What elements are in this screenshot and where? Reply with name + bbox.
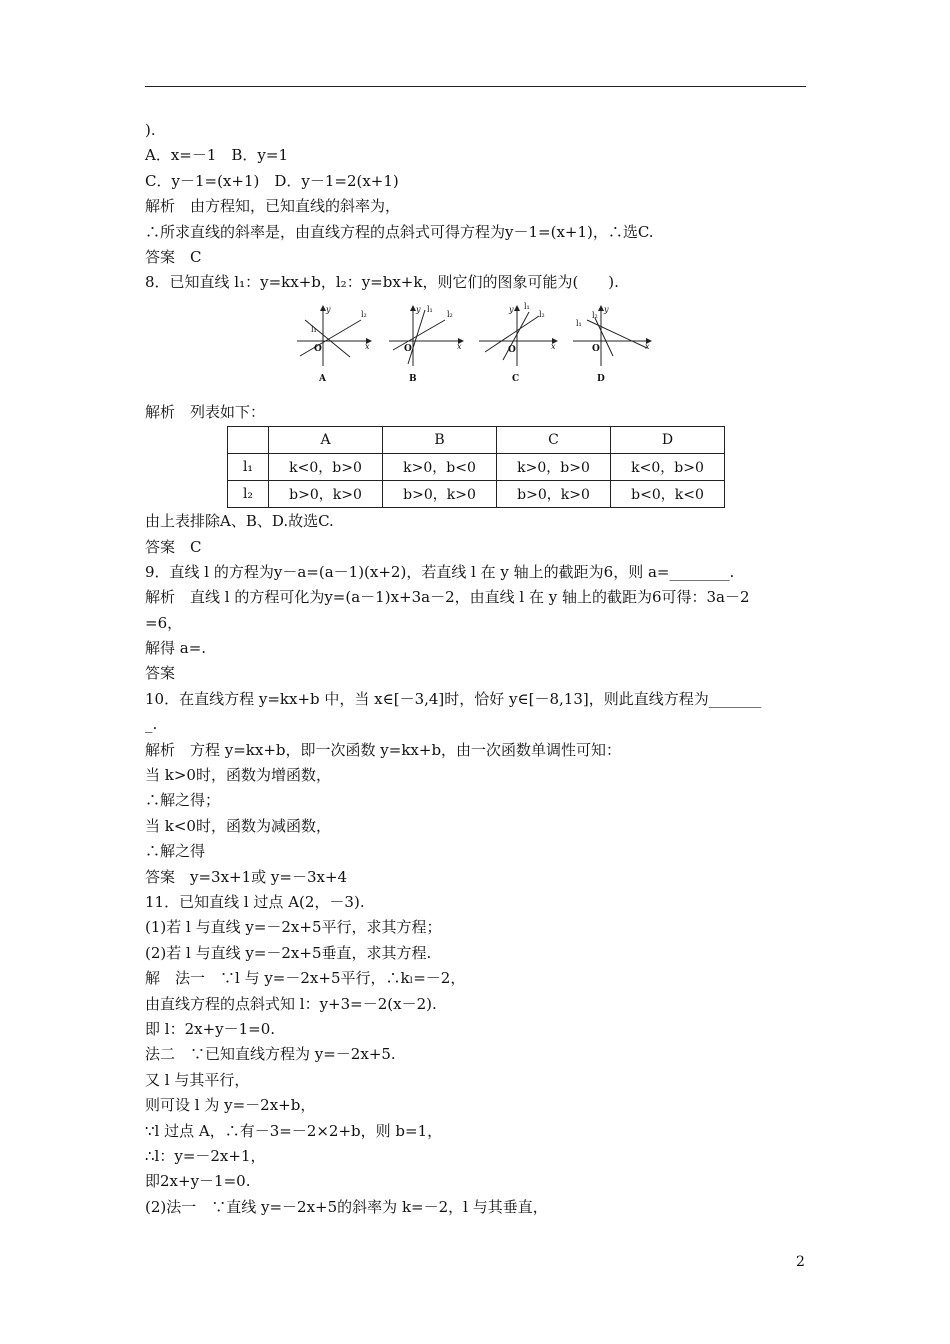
page-number: 2 — [796, 1254, 805, 1270]
text-line: (2)若 l 与直线 y=－2x+5垂直，求其方程. — [145, 943, 432, 962]
graph-c-label-origin: O — [508, 344, 516, 355]
table-cell: B — [383, 427, 497, 454]
text-line: ∵l 过点 A，∴有－3=－2×2+b，则 b=1， — [145, 1121, 443, 1140]
graph-b-caption: B — [409, 373, 417, 384]
text-line: 答案 C — [145, 247, 202, 266]
text-line: ). — [145, 121, 156, 139]
table-cell: k>0，b<0 — [383, 454, 497, 481]
text-line: 9．直线 l 的方程为y－a=(a－1)(x+2)，若直线 l 在 y 轴上的截距为6，则 a=________. — [145, 562, 735, 581]
table-row — [228, 454, 725, 481]
table-cell: l₁ — [228, 454, 269, 481]
graph-a — [297, 306, 371, 366]
text-line: 解析 直线 l 的方程可化为y=(a－1)x+3a－2，由直线 l 在 y 轴上的截距为6可得：3a－2 — [145, 588, 750, 607]
table-cell: k<0，b>0 — [611, 454, 725, 481]
graph-b-label-y: y — [416, 304, 421, 314]
table-row — [228, 481, 725, 508]
text-line: 则可设 l 为 y=－2x+b， — [145, 1096, 316, 1115]
text-line: C．y－1=(x+1) D．y－1=2(x+1) — [145, 171, 399, 190]
graph-a-label-l2: l₂ — [361, 309, 367, 319]
text-line: 即2x+y－1=0. — [145, 1172, 251, 1191]
graph-c-label-y: y — [509, 304, 514, 314]
table-cell: k<0，b>0 — [269, 454, 383, 481]
text-line: 11．已知直线 l 过点 A(2，－3). — [145, 892, 365, 911]
text-line: _. — [145, 715, 158, 734]
table-cell: C — [497, 427, 611, 454]
table-cell: b>0，k>0 — [497, 481, 611, 508]
graph-d-label-l1: l₁ — [576, 318, 582, 328]
text-line: ∴l：y=－2x+1， — [145, 1146, 266, 1165]
graph-options-figure — [145, 296, 810, 400]
graph-b-label-origin: O — [404, 343, 412, 354]
page-body — [145, 118, 810, 1220]
graph-c-label-l2: l₂ — [539, 309, 545, 319]
graph-d-label-x: x — [645, 341, 650, 351]
graph-d-label-origin: O — [592, 343, 600, 354]
graph-c — [479, 306, 557, 366]
text-line: 又 l 与其平行， — [145, 1070, 250, 1089]
text-line: 即 l：2x+y－1=0. — [145, 1019, 276, 1038]
table-cell: b<0，k<0 — [611, 481, 725, 508]
text-line: 由直线方程的点斜式知 l：y+3=－2(x－2). — [145, 994, 437, 1013]
text-line: ∴解之得 — [145, 842, 206, 861]
graph-c-label-l1: l₁ — [524, 301, 530, 311]
text-line: 答案 y=3x+1或 y=－3x+4 — [145, 867, 348, 886]
text-line: 解得 a=. — [145, 639, 207, 658]
text-line: 解析 由方程知，已知直线的斜率为， — [145, 197, 401, 216]
graph-a-caption: A — [319, 373, 326, 384]
text-line: 10．在直线方程 y=kx+b 中，当 x∈[－3,4]时，恰好 y∈[－8,13]，则此直线方程为_______ — [145, 689, 762, 708]
text-line: 8．已知直线 l₁：y=kx+b，l₂：y=bx+k，则它们的图象可能为( ). — [145, 273, 619, 292]
graph-a-label-y: y — [326, 304, 331, 314]
text-line: 答案 C — [145, 537, 202, 556]
text-line: A．x=－1 B．y=1 — [145, 146, 289, 165]
text-line: (2)法一 ∵直线 y=－2x+5的斜率为 k=－2，l 与其垂直， — [145, 1197, 548, 1216]
text-line: 由上表排除A、B、D.故选C. — [145, 512, 334, 531]
graph-a-label-origin: O — [314, 343, 322, 354]
graph-b-label-x: x — [457, 341, 462, 351]
table-cell: D — [611, 427, 725, 454]
table-cell: b>0，k>0 — [269, 481, 383, 508]
table-cell: l₂ — [228, 481, 269, 508]
text-line: 法二 ∵已知直线方程为 y=－2x+5. — [145, 1045, 396, 1064]
text-line: 当 k<0时，函数为减函数， — [145, 816, 331, 835]
table-header-row — [228, 427, 725, 454]
text-line: 答案 — [145, 664, 176, 683]
text-line: 当 k>0时，函数为增函数， — [145, 766, 331, 785]
graph-b-label-l1: l₁ — [427, 304, 433, 314]
graphs-svg — [295, 302, 665, 384]
graph-b-label-l2: l₂ — [447, 309, 453, 319]
text-line: 解 法一 ∵l 与 y=－2x+5平行，∴kₗ=－2， — [145, 969, 466, 988]
graph-d-caption: D — [597, 373, 605, 384]
text-line: ∴解之得； — [145, 791, 221, 810]
graph-c-label-x: x — [551, 341, 556, 351]
graph-d-label-y: y — [604, 304, 609, 314]
table-cell: A — [269, 427, 383, 454]
graph-c-caption: C — [512, 373, 520, 384]
graph-a-label-x: x — [365, 341, 370, 351]
table-cell — [228, 427, 269, 454]
text-line: 解析 方程 y=kx+b，即一次函数 y=kx+b，由一次函数单调性可知： — [145, 740, 622, 759]
text-line: 解析 列表如下： — [145, 402, 266, 421]
graph-d-label-l2: l₂ — [592, 310, 598, 320]
graph-a-label-l1: l₁ — [311, 324, 317, 334]
graph-d — [573, 306, 651, 366]
sign-table — [227, 426, 725, 508]
text-line: (1)若 l 与直线 y=－2x+5平行，求其方程； — [145, 918, 442, 937]
table-cell: b>0，k>0 — [383, 481, 497, 508]
table-cell: k>0，b>0 — [497, 454, 611, 481]
text-line: ∴所求直线的斜率是，由直线方程的点斜式可得方程为y－1=(x+1)，∴选C. — [145, 222, 654, 241]
header-rule — [145, 86, 806, 87]
text-line: =6， — [145, 613, 183, 632]
